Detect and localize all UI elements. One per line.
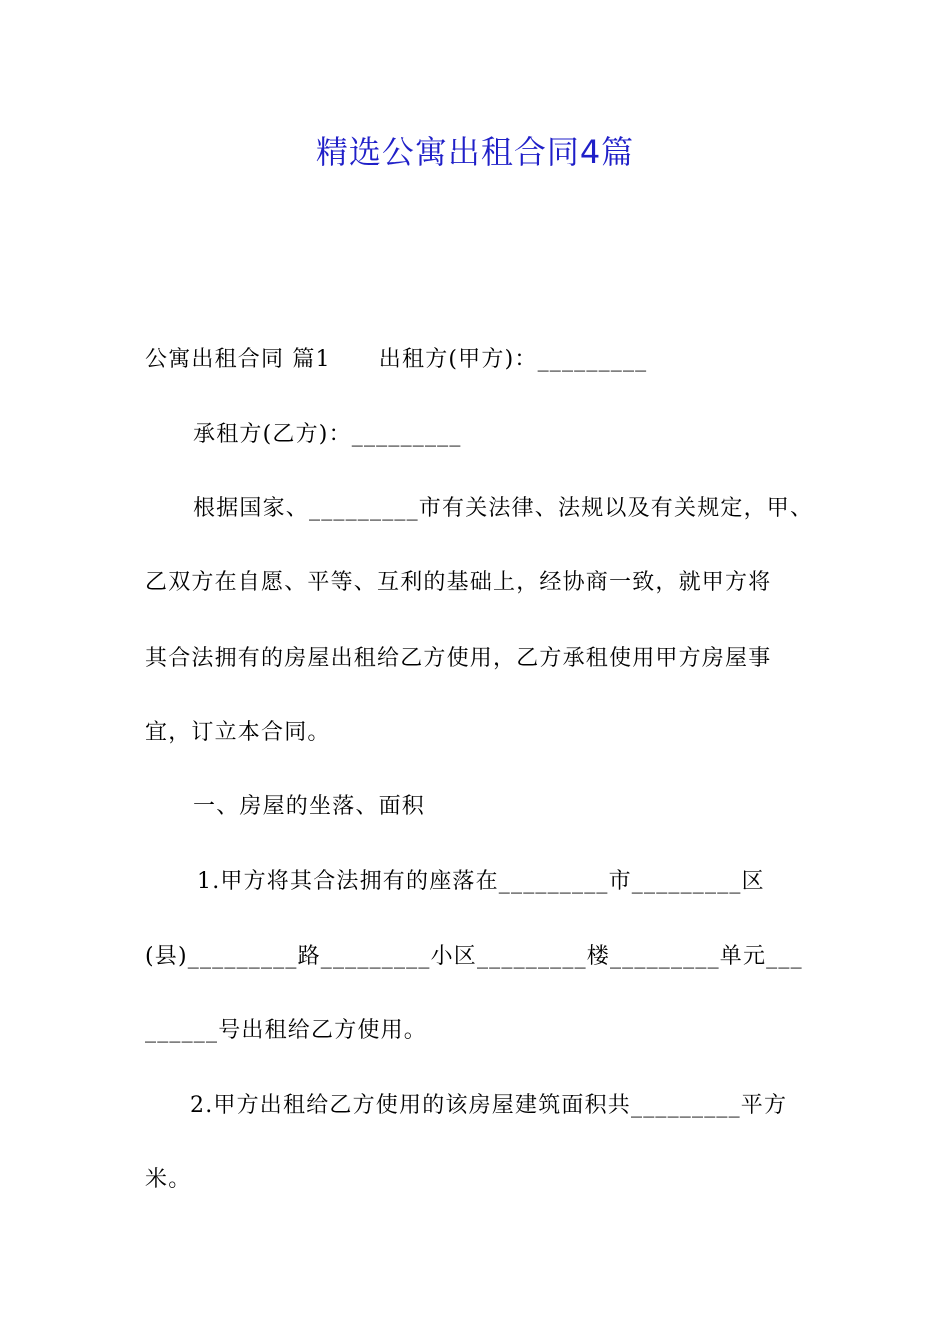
section-heading: 公寓出租合同 篇1	[145, 347, 331, 372]
paragraph-line: 1.甲方将其合法拥有的座落在_________市_________区	[197, 869, 765, 894]
paragraph-line: 宜，订立本合同。	[145, 720, 331, 745]
document-title: 精选公寓出租合同4篇	[315, 133, 635, 171]
lessor-field-text: 出租方(甲方)：_________	[378, 347, 648, 372]
paragraph-line: 乙双方在自愿、平等、互利的基础上，经协商一致，就甲方将	[145, 570, 772, 595]
paragraph-line-lessee: 承租方(乙方)：_________	[193, 422, 462, 447]
paragraph-line: 米。	[145, 1167, 192, 1192]
paragraph-line: 2.甲方出租给乙方使用的该房屋建筑面积共_________平方	[190, 1093, 788, 1118]
paragraph-line: 其合法拥有的房屋出租给乙方使用，乙方承租使用甲方房屋事	[145, 646, 772, 671]
paragraph-line-lessor	[145, 344, 647, 376]
clause-heading: 一、房屋的坐落、面积	[193, 794, 426, 819]
paragraph-line: ______号出租给乙方使用。	[145, 1018, 428, 1043]
paragraph-line: 根据国家、_________市有关法律、法规以及有关规定，甲、	[193, 496, 814, 521]
paragraph-line: (县)_________路_________小区_________楼_________单元___	[145, 944, 803, 969]
